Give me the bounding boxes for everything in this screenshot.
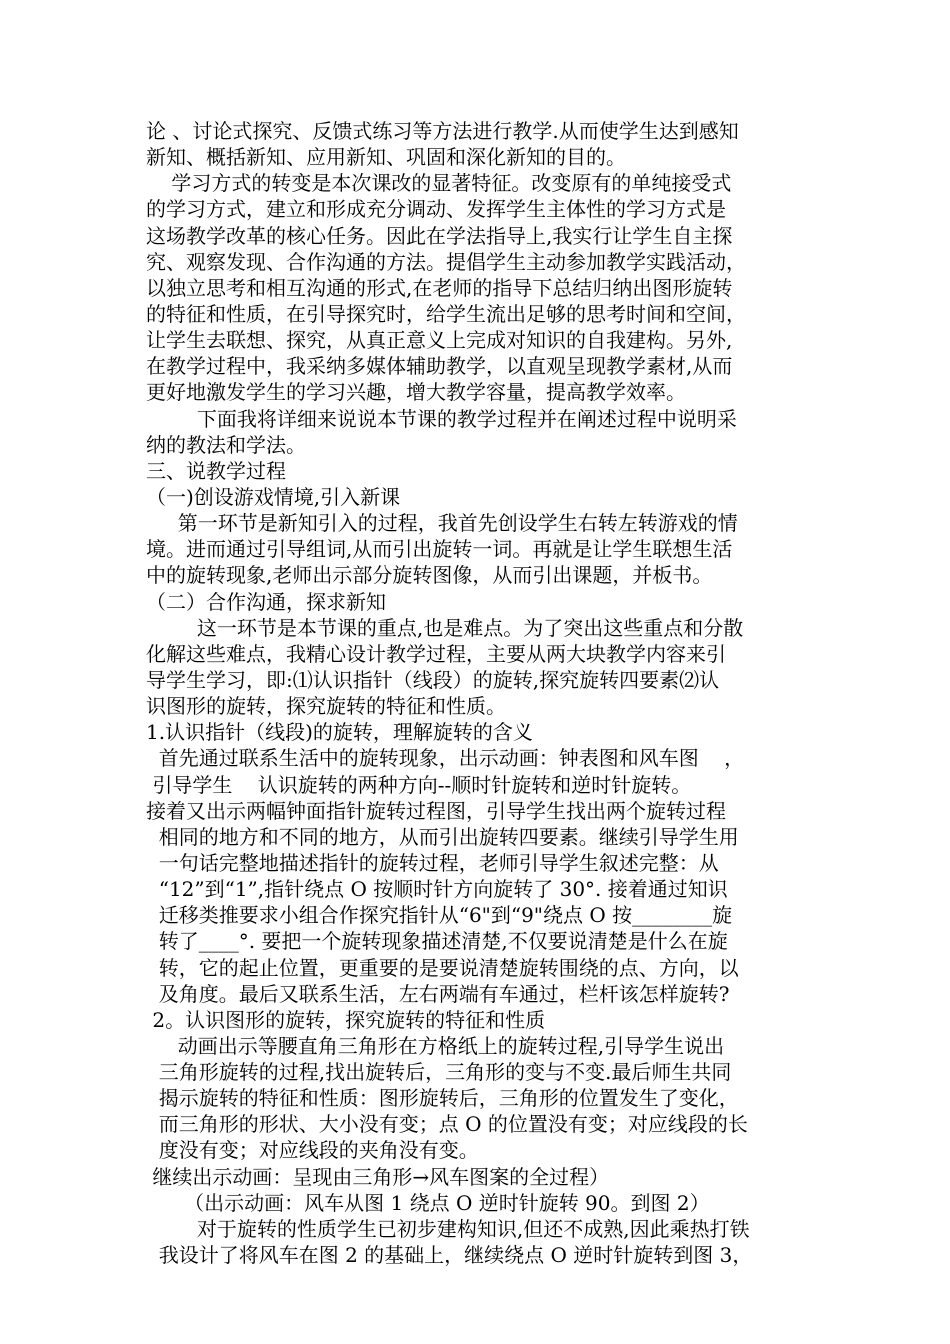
- text-line: 接着又出示两幅钟面指针旋转过程图，引导学生找出两个旋转过程: [146, 798, 726, 823]
- text-line: 转，它的起止位置，更重要的是要说清楚旋转围绕的点、方向，以: [146, 955, 739, 980]
- text-line: 这一环节是本节课的重点,也是难点。为了突出这些重点和分散: [146, 615, 744, 640]
- text-line: 在教学过程中，我采纳多媒体辅助教学，以直观呈现教学素材,从而: [146, 354, 733, 379]
- subsection-heading: （一)创设游戏情境,引入新课: [146, 484, 401, 509]
- document-body: [146, 118, 818, 1268]
- text-line: 一句话完整地描述指针的旋转过程，老师引导学生叙述完整：从: [146, 850, 719, 875]
- section-heading: 三、说教学过程: [146, 458, 286, 483]
- text-line: 中的旋转现象,老师出示部分旋转图像，从而引出课题，并板书。: [146, 563, 713, 588]
- text-line: 学习方式的转变是本次课改的显著特征。改变原有的单纯接受式: [146, 171, 732, 196]
- text-line: 第一环节是新知引入的过程，我首先创设学生右转左转游戏的情: [146, 511, 738, 536]
- numbered-heading: 1.认识指针（线段)的旋转，理解旋转的含义: [146, 720, 533, 745]
- text-line: 让学生去联想、探究，从真正意义上完成对知识的自我建构。另外,: [146, 328, 733, 353]
- text-line: 的特征和性质，在引导探究时，给学生流出足够的思考时间和空间，: [146, 301, 746, 326]
- text-line: “12”到“1”,指针绕点 O 按顺时针方向旋转了 30°. 接着通过知识: [146, 877, 728, 902]
- text-line: 识图形的旋转，探究旋转的特征和性质。: [146, 694, 506, 719]
- text-line: 导学生学习，即:⑴认识指针（线段）的旋转,探究旋转四要素⑵认: [146, 667, 720, 692]
- text-line: 相同的地方和不同的地方，从而引出旋转四要素。继续引导学生用: [146, 824, 739, 849]
- text-line: 这场教学改革的核心任务。因此在学法指导上,我实行让学生自主探: [146, 223, 733, 248]
- text-line: 转了____°. 要把一个旋转现象描述清楚,不仅要说清楚是什么在旋: [146, 929, 728, 954]
- text-line: 的学习方式，建立和形成充分调动、发挥学生主体性的学习方式是: [146, 197, 726, 222]
- text-line: 度没有变；对应线段的夹角没有变。: [146, 1138, 479, 1163]
- numbered-heading: 2。认识图形的旋转，探究旋转的特征和性质: [146, 1007, 546, 1032]
- text-line: 化解这些难点，我精心设计教学过程，主要从两大块教学内容来引: [146, 641, 726, 666]
- text-line: 境。进而通过引导组词,从而引出旋转一词。再就是让学生联想生活: [146, 537, 733, 562]
- text-line: 首先通过联系生活中的旋转现象，出示动画：钟表图和风车图 ，: [146, 746, 745, 771]
- text-line: 迁移类推要求小组合作探究指针从“6"到“9"绕点 O 按________旋: [146, 903, 733, 928]
- text-line: 引导学生 认识旋转的两种方向--顺时针旋转和逆时针旋转。: [146, 772, 692, 797]
- text-line: 对于旋转的性质学生已初步建构知识,但还不成熟,因此乘热打铁: [146, 1216, 750, 1241]
- text-line: 究、观察发现、合作沟通的方法。提倡学生主动参加教学实践活动，: [146, 249, 746, 274]
- text-line: （出示动画：风车从图 1 绕点 O 逆时针旋转 90。到图 2）: [146, 1190, 710, 1215]
- text-line: 论 、讨论式探究、反馈式练习等方法进行教学.从而使学生达到感知: [146, 119, 739, 143]
- text-line: 动画出示等腰直角三角形在方格纸上的旋转过程,引导学生说出: [146, 1033, 725, 1058]
- text-line: 以独立思考和相互沟通的形式,在老师的指导下总结归纳出图形旋转: [146, 275, 733, 300]
- text-line: 新知、概括新知、应用新知、巩固和深化新知的目的。: [146, 145, 626, 170]
- text-line: 及角度。最后又联系生活，左右两端有车通过，栏杆该怎样旋转?: [146, 981, 730, 1006]
- text-line: 更好地激发学生的学习兴趣，增大教学容量，提高教学效率。: [146, 380, 686, 405]
- text-line: 下面我将详细来说说本节课的教学过程并在阐述过程中说明采: [146, 406, 737, 431]
- text-line: 纳的教法和学法。: [146, 432, 306, 457]
- text-line: 揭示旋转的特征和性质：图形旋转后，三角形的位置发生了变化，: [146, 1086, 739, 1111]
- subsection-heading: （二）合作沟通，探求新知: [146, 589, 386, 614]
- text-line: 三角形旋转的过程,找出旋转后，三角形的变与不变.最后师生共同: [146, 1060, 732, 1085]
- text-line: 我设计了将风车在图 2 的基础上，继续绕点 O 逆时针旋转到图 3，: [146, 1243, 753, 1268]
- text-line: 而三角形的形状、大小没有变；点 O 的位置没有变；对应线段的长: [146, 1112, 748, 1137]
- text-line: 继续出示动画：呈现由三角形→风车图案的全过程）: [146, 1164, 610, 1189]
